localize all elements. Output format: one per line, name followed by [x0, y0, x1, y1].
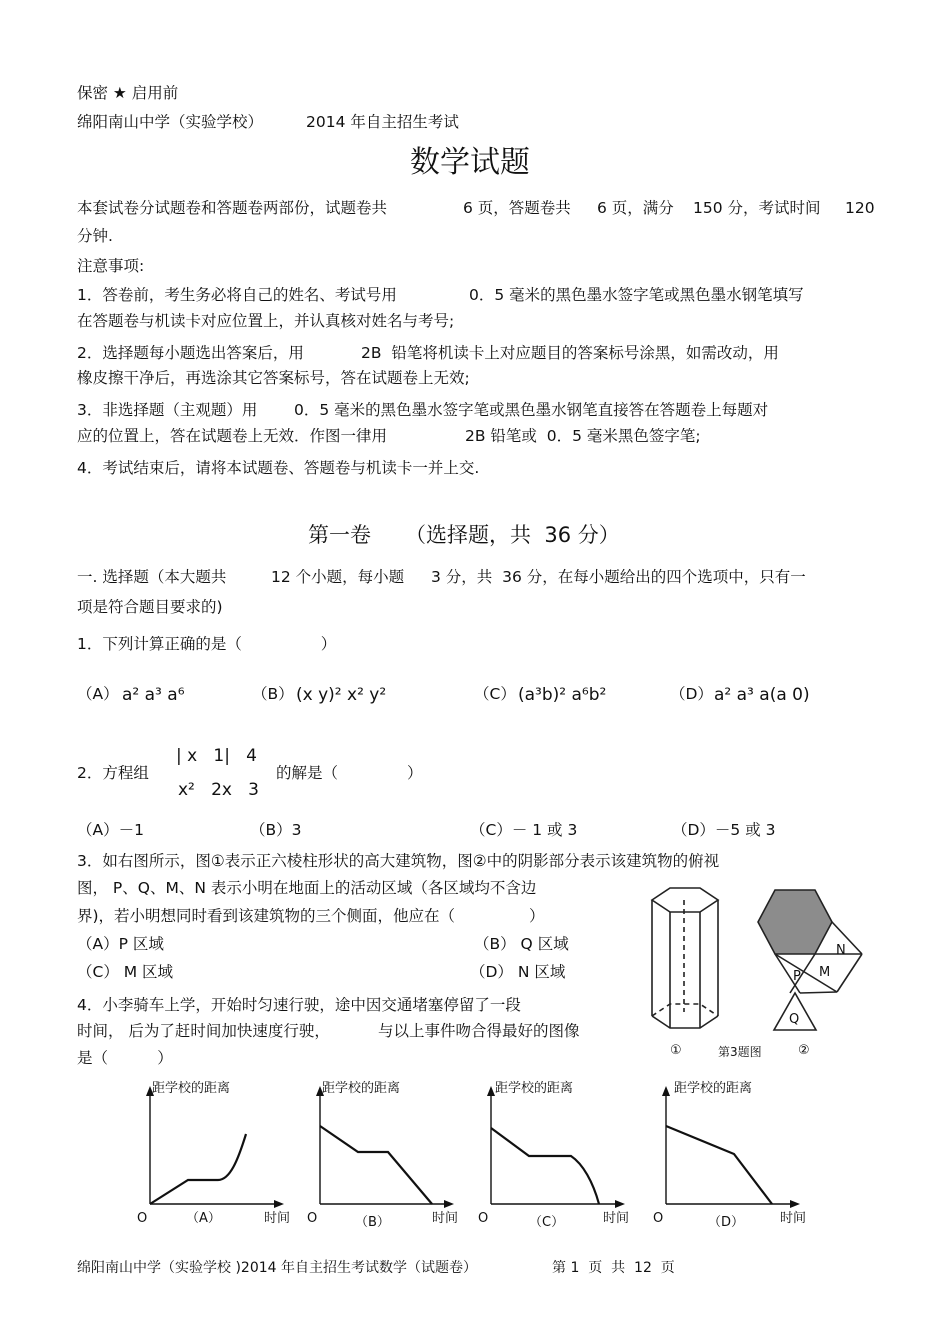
q2-option-D: （D）－5 或 3	[672, 821, 776, 839]
note-3: 2B 铅笔或 0．5 毫米黑色签字笔;	[465, 427, 701, 445]
section-instructions: 3 分，共 36 分，在每小题给出的四个选项中，只有一	[431, 568, 806, 586]
section-instructions: 12 个小题，每小题	[271, 568, 405, 586]
section-title: 第一卷	[308, 523, 371, 547]
q1-option-B-label: （B）	[252, 685, 294, 703]
question-4-stem: 是（ ）	[77, 1049, 173, 1067]
note-3: 3．非选择题（主观题）用	[77, 401, 258, 419]
q1-option-B: (x y)² x² y²	[296, 685, 387, 705]
intro-text: 分钟.	[77, 227, 113, 245]
q4-graph-B	[300, 1078, 475, 1234]
graph-option-label: （A）	[186, 1211, 221, 1226]
q1-option-D: a² a³ a(a 0)	[714, 685, 810, 705]
q1-option-D-label: （D）	[670, 685, 713, 703]
intro-text: 120	[845, 199, 875, 217]
graph-y-label: 距学校的距离	[322, 1081, 401, 1096]
graph-origin: O	[307, 1211, 318, 1226]
q2-option-B: （B）3	[250, 821, 302, 839]
graph-origin: O	[653, 1211, 664, 1226]
region-label-P: P	[793, 969, 801, 984]
intro-text: 本套试卷分试题卷和答题卷两部份，试题卷共	[77, 199, 388, 217]
q1-option-A: a² a³ a⁶	[122, 685, 185, 705]
graph-y-label: 距学校的距离	[495, 1081, 574, 1096]
graph-option-label: （B）	[355, 1215, 390, 1230]
note-2: 2．选择题每小题选出答案后，用	[77, 344, 304, 362]
note-4: 4．考试结束后，请将本试题卷、答题卷与机读卡一并上交.	[77, 459, 480, 477]
region-label-N: N	[836, 943, 846, 958]
graph-y-label: 距学校的距离	[674, 1081, 753, 1096]
footer-page-number: 第 1 页 共 12 页	[552, 1260, 675, 1276]
page-title: 数学试题	[410, 145, 530, 180]
figure-label-1: ①	[670, 1043, 682, 1058]
section-title: （选择题，共 36 分）	[405, 523, 620, 547]
q3-option-B: （B） Q 区域	[474, 935, 569, 953]
q4-graph-D	[646, 1078, 821, 1234]
note-1: 0．5 毫米的黑色墨水签字笔或黑色墨水钢笔填写	[469, 286, 804, 304]
q2-option-A: （A）－1	[77, 821, 144, 839]
footer-exam-info: 绵阳南山中学（实验学校 )2014 年自主招生考试数学（试题卷）	[77, 1260, 477, 1276]
question-4-stem: 4．小李骑车上学，开始时匀速行驶，途中因交通堵塞停留了一段	[77, 996, 521, 1014]
question-1-stem: 1．下列计算正确的是（ ）	[77, 635, 337, 653]
intro-text: 6 页，满分	[597, 199, 674, 217]
graph-x-label: 时间	[780, 1211, 807, 1226]
question-3-stem: 界)，若小明想同时看到该建筑物的三个侧面，他应在（ ）	[77, 907, 545, 925]
section-instructions: 一. 选择题（本大题共	[77, 568, 227, 586]
question-4-stem: 与以上事件吻合得最好的图像	[378, 1022, 580, 1040]
intro-text: 6 页，答题卷共	[463, 199, 571, 217]
notes-heading: 注意事项:	[77, 257, 145, 275]
q4-graph-A	[130, 1078, 305, 1234]
q4-graph-C	[471, 1078, 646, 1234]
graph-option-label: （D）	[708, 1215, 745, 1230]
region-label-M: M	[819, 965, 831, 980]
note-1: 1．答卷前，考生务必将自己的姓名、考试号用	[77, 286, 397, 304]
question-3-stem: 图， P、Q、M、N 表示小明在地面上的活动区域（各区域均不含边	[77, 879, 537, 897]
exam-name: 2014 年自主招生考试	[306, 113, 459, 131]
graph-x-label: 时间	[432, 1211, 459, 1226]
q2-option-C: （C）－ 1 或 3	[470, 821, 578, 839]
region-label-Q: Q	[789, 1012, 800, 1027]
q3-option-A: （A）P 区域	[77, 935, 164, 953]
question-2-stem: 的解是（ ）	[276, 764, 423, 782]
confidential-mark: 保密 ★ 启用前	[77, 84, 179, 102]
school-name: 绵阳南山中学（实验学校）	[77, 113, 264, 131]
q1-option-C-label: （C）	[474, 685, 516, 703]
figure-caption: 第3题图	[718, 1045, 762, 1059]
intro-text: 150 分，考试时间	[693, 199, 821, 217]
q1-option-C: (a³b)² a⁶b²	[518, 685, 607, 705]
graph-option-label: （C）	[529, 1215, 565, 1230]
graph-origin: O	[478, 1211, 489, 1226]
graph-x-label: 时间	[264, 1211, 291, 1226]
q3-option-C: （C） M 区域	[77, 963, 174, 981]
q3-figure	[640, 880, 880, 1065]
graph-y-label: 距学校的距离	[152, 1081, 231, 1096]
q2-equation-1: | x 1| 4	[176, 746, 257, 766]
note-3: 0．5 毫米的黑色墨水签字笔或黑色墨水钢笔直接答在答题卷上每题对	[294, 401, 769, 419]
note-3: 应的位置上，答在试题卷上无效．作图一律用	[77, 427, 388, 445]
q2-equation-2: x² 2x 3	[178, 780, 259, 800]
note-1: 在答题卷与机读卡对应位置上，并认真核对姓名与考号;	[77, 312, 455, 330]
q1-option-A-label: （A）	[77, 685, 119, 703]
section-instructions: 项是符合题目要求的)	[77, 598, 223, 616]
figure-label-2: ②	[798, 1043, 810, 1058]
top-view-drawing	[758, 890, 862, 1030]
question-3-stem: 3．如右图所示，图①表示正六棱柱形状的高大建筑物，图②中的阴影部分表示该建筑物的俯视	[77, 852, 720, 870]
note-2: 橡皮擦干净后，再选涂其它答案标号，答在试题卷上无效;	[77, 369, 470, 387]
graph-origin: O	[137, 1211, 148, 1226]
question-4-stem: 时间， 后为了赶时间加快速度行驶，	[77, 1022, 330, 1040]
question-2-stem: 2．方程组	[77, 764, 149, 782]
q3-option-D: （D） N 区域	[470, 963, 566, 981]
hex-prism-drawing	[652, 888, 718, 1028]
graph-x-label: 时间	[603, 1211, 630, 1226]
note-2: 2B 铅笔将机读卡上对应题目的答案标号涂黑，如需改动，用	[361, 344, 779, 362]
